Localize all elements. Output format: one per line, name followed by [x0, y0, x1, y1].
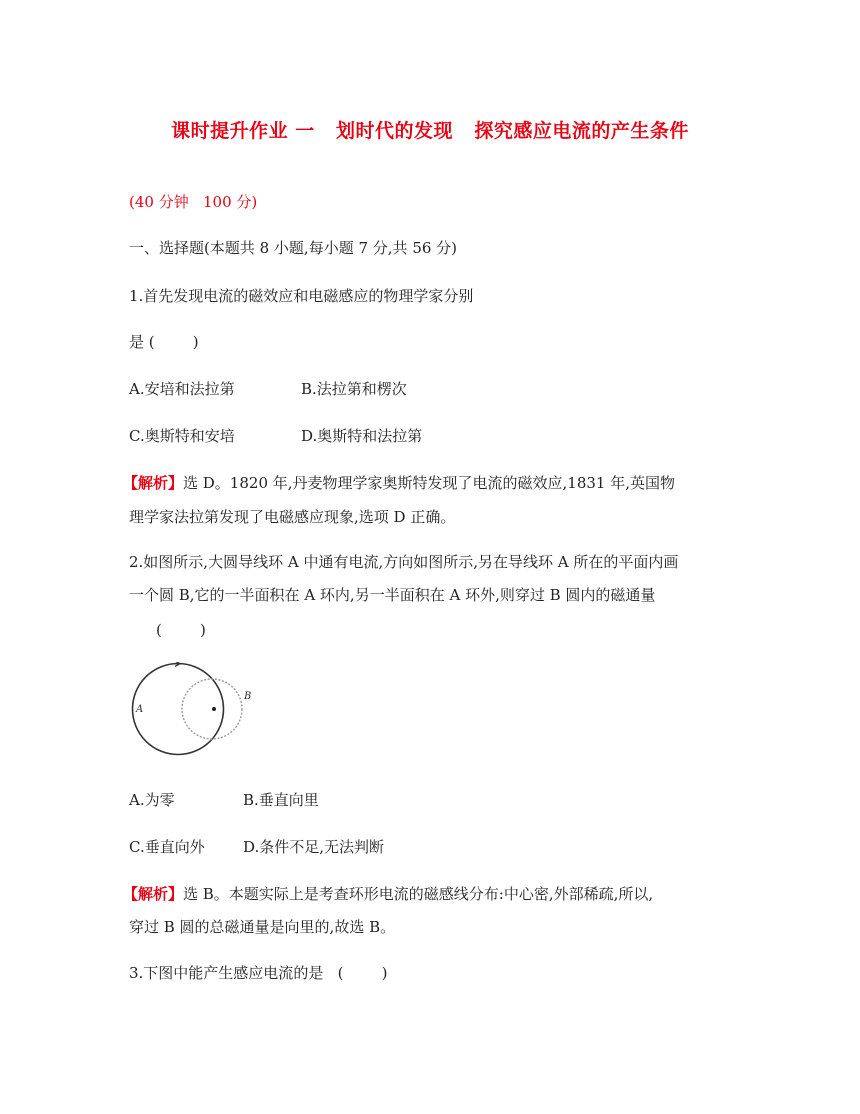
q1-option-a: A.安培和法拉第	[129, 380, 235, 398]
q2-option-a: A.为零	[129, 791, 175, 809]
q2-option-d: D.条件不足,无法判断	[243, 838, 385, 856]
q1-analysis-tag: 【解析】	[123, 474, 184, 492]
q1-stem-line2: 是 ( )	[129, 333, 199, 351]
circles-figure	[128, 662, 268, 762]
loop-a	[133, 664, 224, 755]
label-a: A	[136, 704, 144, 715]
q2-option-c: C.垂直向外	[129, 838, 205, 856]
q1-stem-line1: 1.首先发现电流的磁效应和电磁感应的物理学家分别	[129, 287, 474, 305]
q2-stem-line2: 一个圆 B,它的一半面积在 A 环内,另一半面积在 A 环外,则穿过 B 圆内的磁通量	[129, 586, 656, 604]
q2-stem-line3: ( )	[156, 621, 206, 639]
center-dot	[212, 707, 216, 711]
time-score: (40 分钟 100 分)	[129, 193, 258, 211]
q2-analysis-tag: 【解析】	[123, 885, 184, 903]
q1-option-b: B.法拉第和楞次	[301, 380, 407, 398]
document-title: 课时提升作业 一 划时代的发现 探究感应电流的产生条件	[171, 120, 689, 142]
q3-stem-line1: 3.下图中能产生感应电流的是 ( )	[129, 964, 388, 982]
q2-option-b: B.垂直向里	[243, 791, 319, 809]
q1-option-d: D.奥斯特和法拉第	[301, 427, 423, 445]
q1-analysis-line1	[123, 473, 675, 493]
q2-stem-line1: 2.如图所示,大圆导线环 A 中通有电流,方向如图所示,另在导线环 A 所在的平面内画	[129, 553, 679, 571]
q2-analysis-line2: 穿过 B 圆的总磁通量是向里的,故选 B。	[129, 918, 396, 936]
q1-option-c: C.奥斯特和安培	[129, 427, 235, 445]
q1-analysis-line2: 理学家法拉第发现了电磁感应现象,选项 D 正确。	[129, 508, 456, 526]
current-arrow-icon	[173, 662, 180, 666]
section-heading: 一、选择题(本题共 8 小题,每小题 7 分,共 56 分)	[129, 239, 458, 257]
q1-analysis-text: 选 D。1820 年,丹麦物理学家奥斯特发现了电流的磁效应,1831 年,英国物	[183, 474, 676, 492]
q2-analysis-text: 选 B。本题实际上是考查环形电流的磁感线分布:中心密,外部稀疏,所以,	[183, 885, 654, 903]
label-b: B	[244, 691, 252, 702]
q2-analysis-line1	[123, 884, 653, 904]
